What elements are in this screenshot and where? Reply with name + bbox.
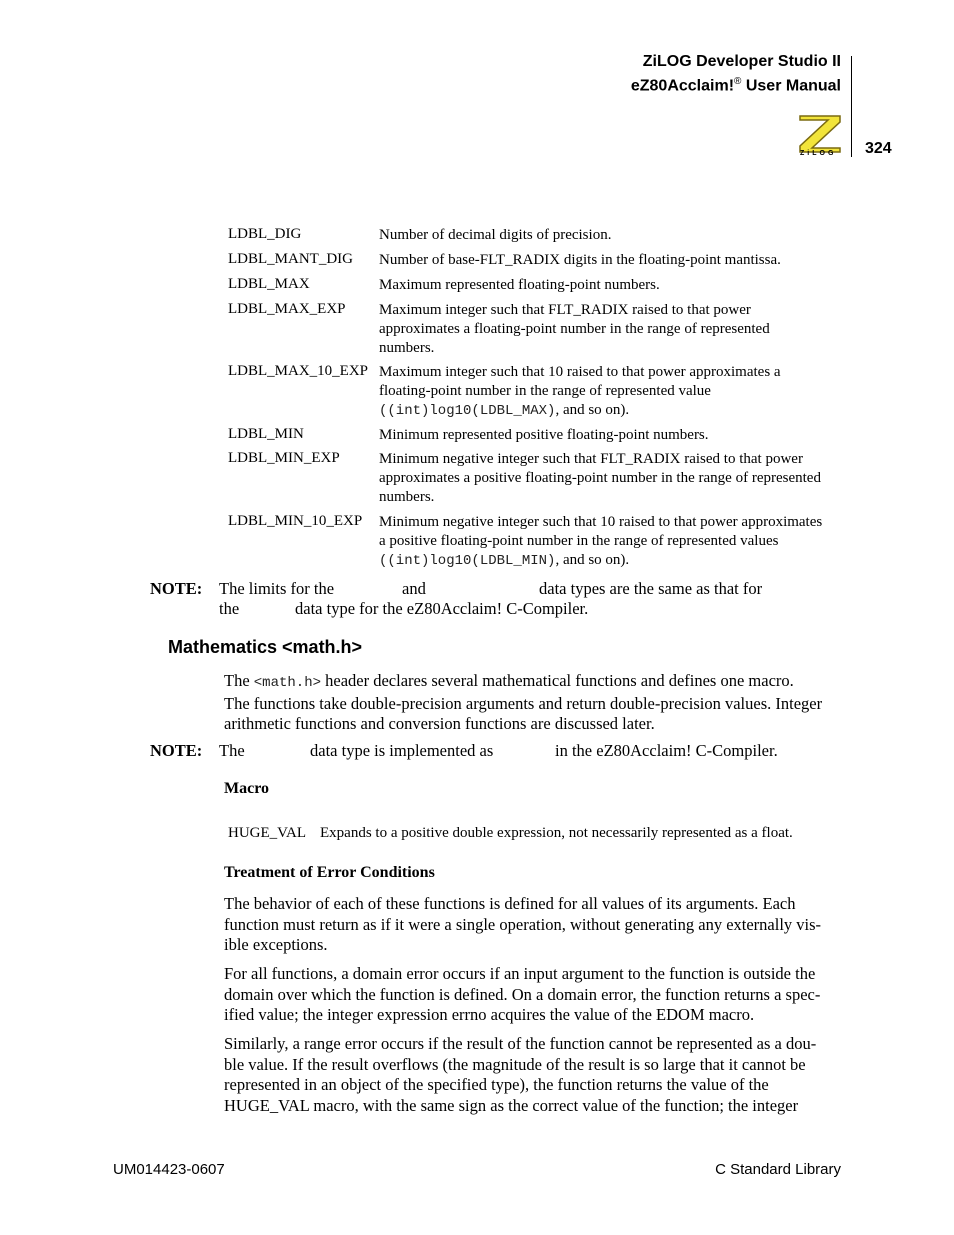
manual-label: User Manual [741, 77, 841, 95]
para-line: The functions take double-precision arguments and return double-precision values. Integer [224, 693, 823, 713]
manual-title [631, 52, 841, 96]
text-run: header declares several mathematical functions and defines one macro. [321, 671, 794, 690]
body-paragraph [224, 894, 844, 956]
definition-desc: Minimum represented positive floating-point numbers. [379, 427, 709, 443]
desc-line: Minimum negative integer such that FLT_RADIX raised to that power [379, 451, 803, 467]
definition-term: LDBL_MANT_DIG [228, 251, 353, 267]
desc-line: numbers. [379, 489, 435, 505]
definition-term: LDBL_MIN_10_EXP [228, 513, 363, 529]
desc-tail: , and so on). [555, 402, 630, 418]
para-line: ble value. If the result overflows (the magnitude of the result is so large that it cannot be [224, 1054, 806, 1074]
code-snippet: ((int)log10(LDBL_MIN) [379, 553, 556, 569]
desc-line: floating-point number in the range of represented value [379, 383, 711, 399]
note-text: data types are the same as that for [539, 579, 763, 598]
note-text: data type is implemented as [310, 741, 494, 760]
body-paragraph [224, 1034, 844, 1116]
desc-tail: , and so on). [555, 552, 630, 568]
product-name: ZiLOG Developer Studio II [642, 53, 841, 70]
para-line: domain over which the function is defined. On a domain error, the function returns a spec- [224, 984, 821, 1004]
header-divider [851, 56, 852, 157]
text-run: The [224, 671, 254, 690]
section-title: Mathematics <math.h> [168, 637, 363, 657]
page-number: 324 [865, 140, 892, 157]
desc-line: Maximum integer such that 10 raised to that power approximates a [379, 364, 781, 380]
note-text: The [219, 741, 245, 760]
para-line: arithmetic functions and conversion functions are discussed later. [224, 714, 655, 733]
note-label: NOTE: [150, 579, 203, 598]
product-line: eZ80Acclaim! [630, 77, 735, 95]
definition-term: LDBL_MAX [228, 276, 310, 292]
note-label: NOTE: [150, 741, 203, 760]
definition-desc: Maximum represented floating-point numbers. [379, 277, 660, 293]
note-text: the [219, 599, 240, 618]
desc-line: numbers. [379, 340, 435, 356]
logo-text: ZiLOG [800, 150, 837, 157]
para-line: The behavior of each of these functions is defined for all values of its arguments. Each [224, 894, 796, 913]
desc-line: a positive floating-point number in the range of represented values [379, 533, 779, 549]
para-line: ified value; the integer expression errno acquires the value of the EDOM macro. [224, 1005, 755, 1024]
definition-term: LDBL_MIN [228, 426, 304, 442]
code-snippet: <math.h> [253, 675, 321, 691]
desc-line: approximates a positive floating-point number in the range of represented [379, 470, 821, 486]
desc-line [379, 551, 849, 571]
definition-desc [379, 301, 849, 358]
error-heading: Treatment of Error Conditions [224, 864, 435, 881]
definition-desc [379, 363, 849, 421]
body-paragraph [224, 964, 844, 1026]
para-line: ible exceptions. [224, 935, 328, 954]
macro-name: HUGE_VAL [228, 825, 307, 841]
intro-paragraph [224, 671, 844, 735]
definition-desc [379, 513, 849, 571]
definition-term: LDBL_DIG [228, 226, 302, 242]
definition-desc: Number of base-FLT_RADIX digits in the floating-point mantissa. [379, 252, 781, 268]
code-snippet: ((int)log10(LDBL_MAX) [379, 403, 556, 419]
para-line [224, 671, 844, 694]
chapter-name: C Standard Library [715, 1161, 841, 1178]
para-line: represented in an object of the specified type), the function returns the value of the [224, 1075, 769, 1094]
desc-line [379, 401, 849, 421]
desc-line: Maximum integer such that FLT_RADIX raised to that power [379, 302, 751, 318]
registered-mark: ® [734, 76, 742, 87]
note-text: and [402, 579, 426, 598]
definition-term: LDBL_MIN_EXP [228, 450, 340, 466]
para-line: HUGE_VAL macro, with the same sign as the correct value of the function; the integer [224, 1095, 799, 1115]
macro-desc: Expands to a positive double expression, not necessarily represented as a float. [320, 825, 793, 841]
definition-term: LDBL_MAX_EXP [228, 301, 346, 317]
definition-desc: Number of decimal digits of precision. [379, 227, 612, 243]
para-line: For all functions, a domain error occurs if an input argument to the function is outside the [224, 964, 816, 983]
macro-heading: Macro [224, 780, 270, 797]
desc-line: approximates a floating-point number in the range of represented [379, 321, 770, 337]
definition-term: LDBL_MAX_10_EXP [228, 363, 369, 379]
para-line: function must return as if it were a single operation, without generating any externally vis- [224, 914, 822, 934]
manual-subtitle [631, 72, 841, 96]
note-text: in the eZ80Acclaim! C-Compiler. [555, 741, 778, 760]
note-text: data type for the eZ80Acclaim! C-Compiler. [295, 599, 589, 618]
note-text: The limits for the [219, 579, 335, 598]
desc-line: Minimum negative integer such that 10 raised to that power approximates [379, 514, 823, 530]
document-id: UM014423-0607 [113, 1161, 225, 1178]
definition-desc [379, 450, 849, 507]
para-line: Similarly, a range error occurs if the result of the function cannot be represented as a dou- [224, 1034, 817, 1053]
